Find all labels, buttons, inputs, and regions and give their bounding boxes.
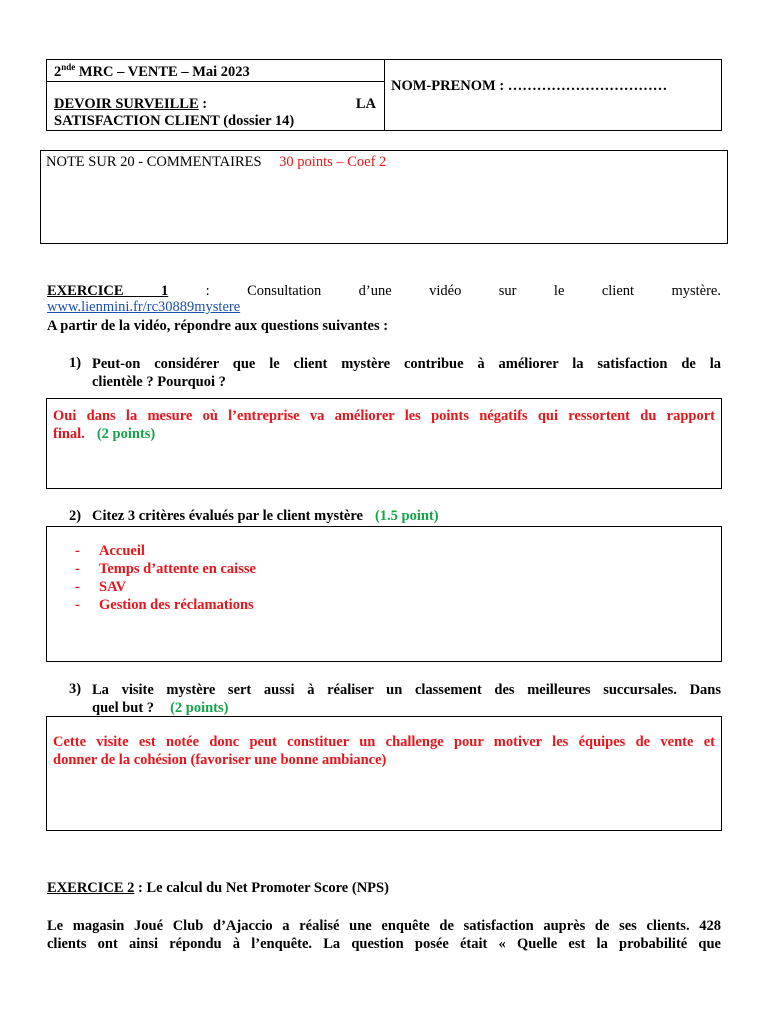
video-link[interactable]: www.lienmini.fr/rc30889mystere: [47, 299, 241, 315]
list-item: - SAV: [47, 578, 256, 596]
exercice2-title-rest: : Le calcul du Net Promoter Score (NPS): [134, 880, 389, 896]
q2-text: [92, 508, 439, 525]
q1-answer: [53, 407, 715, 443]
note-box: [40, 150, 728, 244]
q1-answer-line2: final.: [53, 426, 85, 442]
list-item: - Temps d’attente en caisse: [47, 560, 256, 578]
q3-answer: [53, 733, 715, 769]
q1-text: [92, 355, 721, 391]
nom-prenom-field[interactable]: NOM-PRENOM : ……………………………: [391, 78, 668, 94]
list-item: - Accueil: [47, 542, 256, 560]
q2-answer-list: [47, 542, 256, 614]
header-divider-horizontal: [47, 81, 385, 82]
q2-answer-box: [46, 526, 722, 662]
devoir-label-text: DEVOIR SURVEILLE: [54, 96, 199, 112]
exercice1-title-label: EXERCICE 1: [47, 283, 169, 299]
q1-line2: clientèle ? Pourquoi ?: [92, 374, 226, 390]
class-session-title: [54, 62, 250, 81]
note-points: 30 points – Coef 2: [279, 154, 387, 170]
class-rest: MRC – VENTE – Mai 2023: [75, 63, 250, 80]
devoir-colon: :: [198, 96, 208, 112]
q3-answer-box: [46, 716, 722, 831]
exercice1-link-row: [47, 299, 240, 316]
q1-answer-box: [46, 398, 722, 489]
class-prefix: 2: [54, 63, 62, 80]
q3-number: 3): [69, 681, 82, 697]
exercice2-paragraph: [47, 917, 721, 953]
exercice1-title-line: [47, 282, 721, 300]
devoir-la: LA: [355, 96, 376, 112]
header-divider-vertical: [384, 60, 385, 130]
q1-number: 1): [69, 355, 82, 371]
q3-answer-line2: donner de la cohésion (favoriser une bonne ambiance): [53, 752, 387, 768]
exercice2-title: [47, 880, 389, 897]
exercice2-para-line1: Le magasin Joué Club d’Ajaccio a réalisé une enquête de satisfaction auprès de ses clients. 428: [47, 918, 721, 934]
q3-text: [92, 681, 721, 717]
q3-answer-line1: Cette visite est notée donc peut constituer un challenge pour motiver les équipes de vente et: [53, 734, 715, 750]
devoir-label: [54, 96, 207, 113]
devoir-subtitle: SATISFACTION CLIENT (dossier 14): [54, 113, 295, 129]
header-table: [46, 59, 722, 131]
q1-points: (2 points): [96, 426, 156, 442]
list-item: - Gestion des réclamations: [47, 596, 256, 614]
exercice2-title-label: EXERCICE 2: [47, 880, 135, 896]
q3-line1: La visite mystère sert aussi à réaliser un classement des meilleures succursales. Dans: [92, 682, 721, 698]
class-sup: nde: [61, 62, 76, 72]
q3-points: (2 points): [170, 700, 229, 716]
devoir-title: [54, 96, 376, 130]
q1-answer-line1: Oui dans la mesure où l’entreprise va améliorer les points négatifs qui ressortent du rapport: [53, 408, 715, 424]
q2-number: 2): [69, 508, 82, 524]
q2-points: (1.5 point): [374, 508, 439, 524]
exercice2-para-line2: clients ont ainsi répondu à l’enquête. La question posée était « Quelle est la probabilité que: [47, 936, 721, 952]
q1-line1: Peut-on considérer que le client mystère contribue à améliorer la satisfaction de la: [92, 356, 721, 372]
q2-line1: Citez 3 critères évalués par le client mystère: [92, 508, 363, 524]
exercice1-title-rest: : Consultation d’une vidéo sur le client mystère.: [168, 283, 721, 299]
note-label-row: [46, 154, 386, 171]
note-label: NOTE SUR 20 - COMMENTAIRES: [46, 154, 262, 170]
exercice1-instruction: A partir de la vidéo, répondre aux questions suivantes :: [47, 318, 389, 334]
exercice1-title: [47, 282, 721, 300]
q3-line2: quel but ?: [92, 700, 155, 716]
